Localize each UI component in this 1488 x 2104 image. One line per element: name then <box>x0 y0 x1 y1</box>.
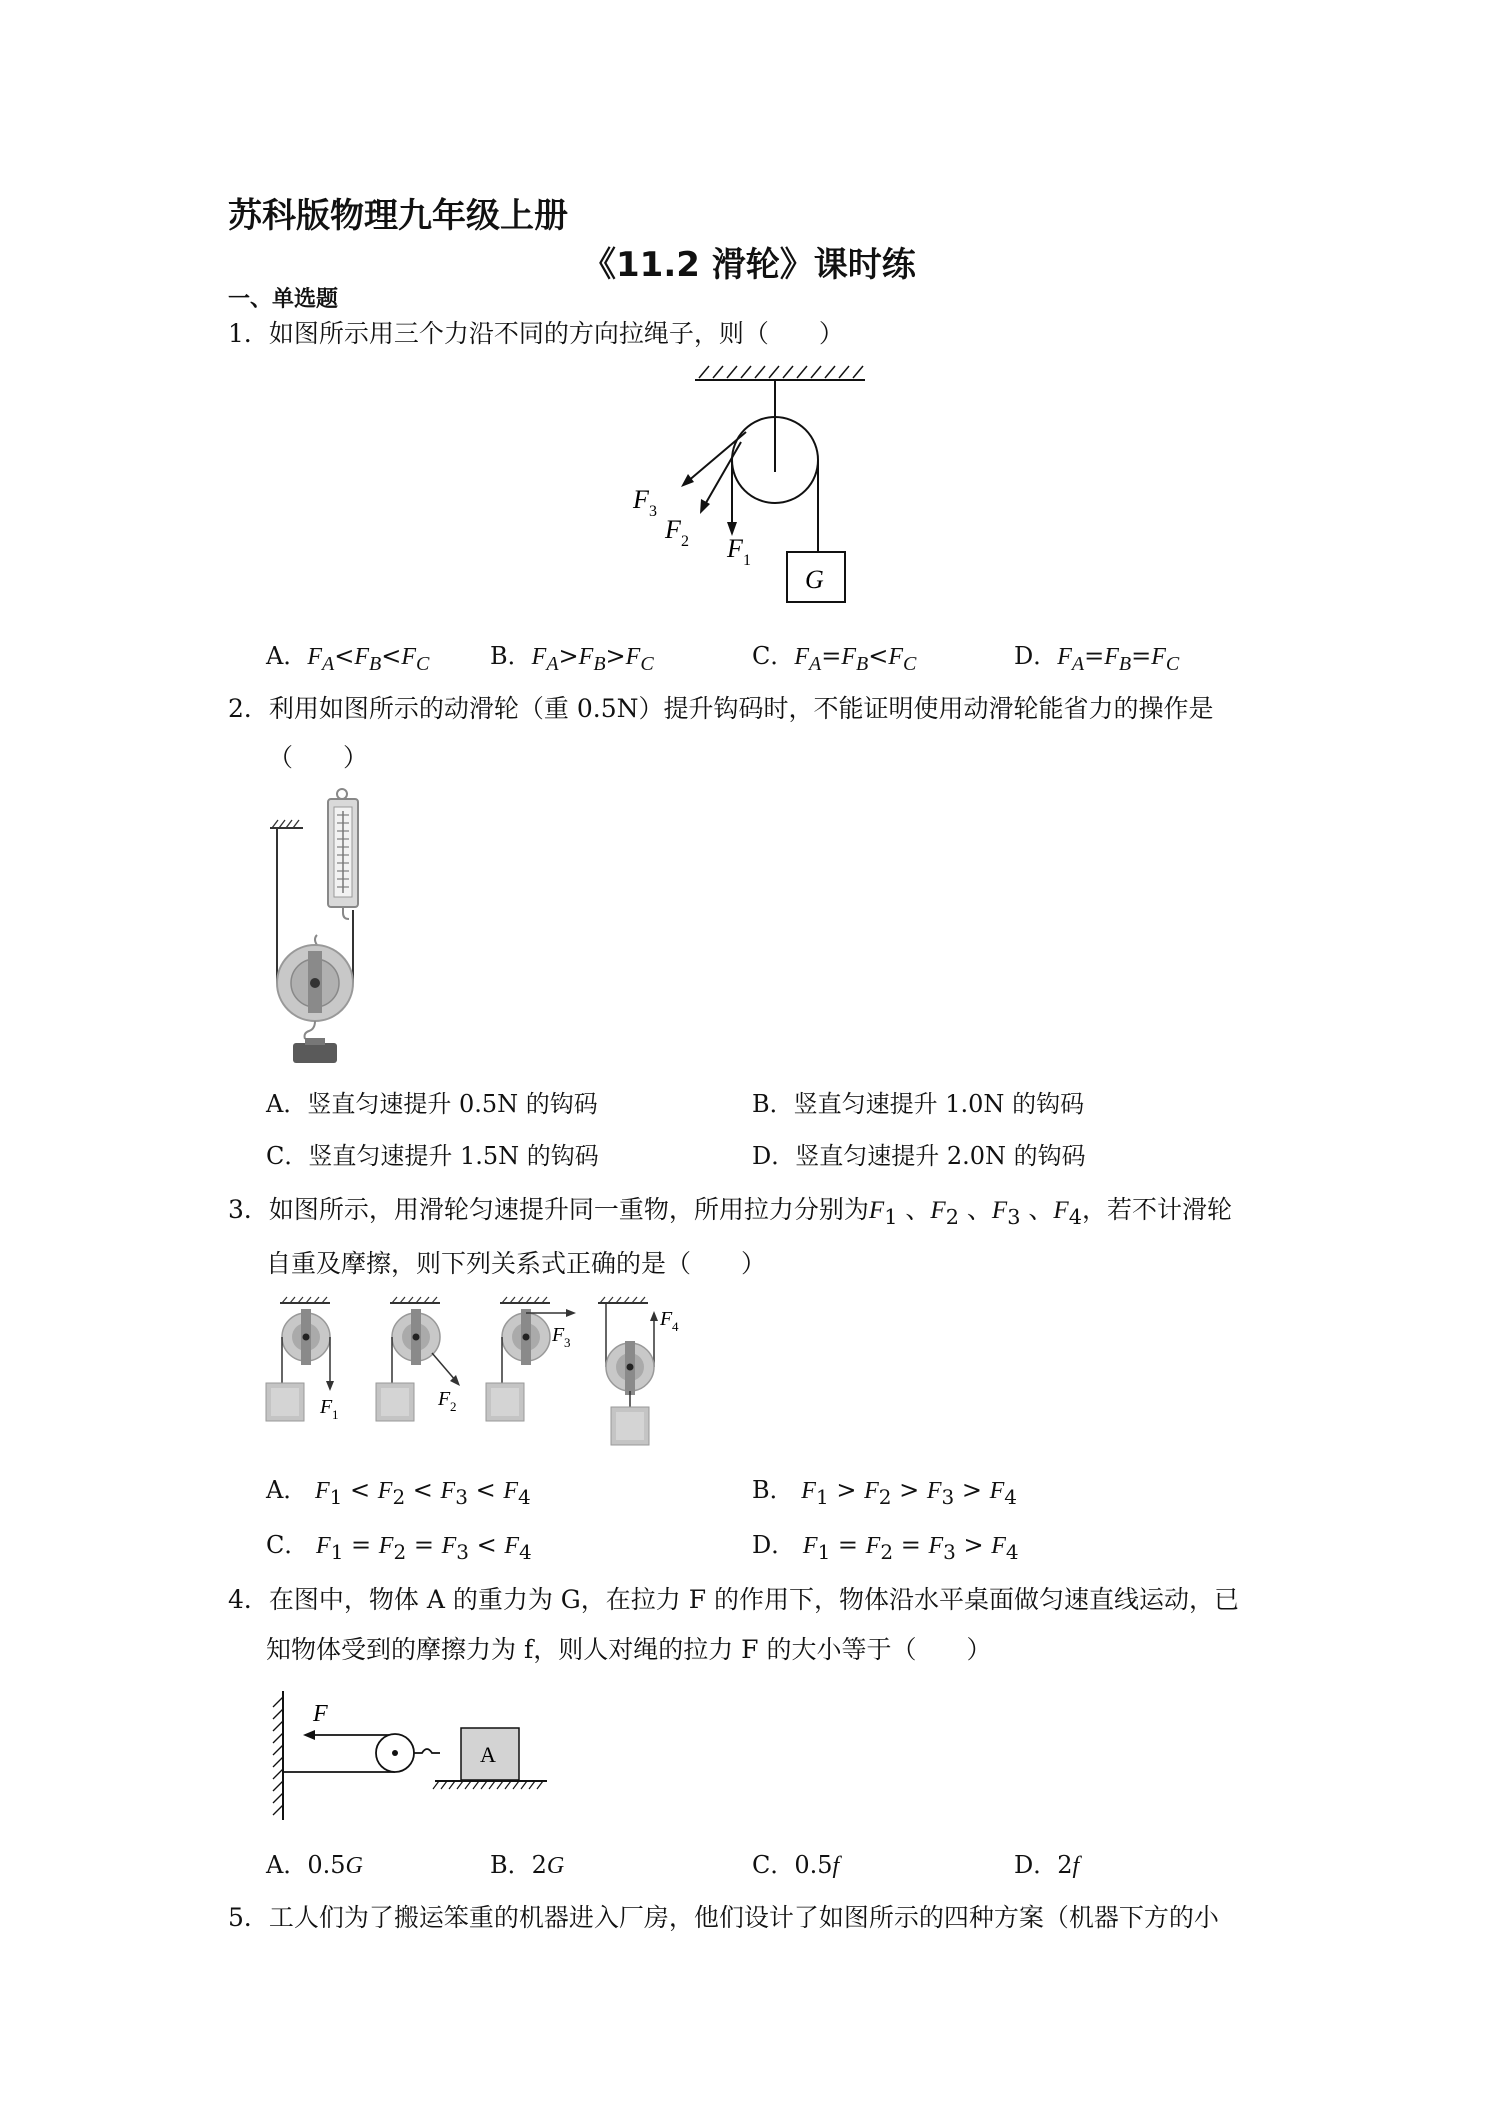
svg-text:F: F <box>438 1388 451 1410</box>
svg-text:1: 1 <box>332 1407 339 1422</box>
svg-text:3: 3 <box>564 1335 571 1350</box>
svg-text:1: 1 <box>743 552 751 569</box>
q2-movable-pulley-figure <box>265 785 385 1065</box>
page-subtitle: 《11.2 滑轮》课时练 <box>582 245 916 285</box>
svg-text:3: 3 <box>649 503 657 520</box>
svg-text:4: 4 <box>672 1319 679 1334</box>
q1-option-b: B．$F_A>F_B>F_C$ <box>490 642 654 675</box>
q1-fixed-pulley-figure <box>615 360 885 615</box>
svg-text:2: 2 <box>450 1399 457 1414</box>
q4-option-b: B．2G <box>490 1851 565 1879</box>
svg-text:F: F <box>660 1308 673 1330</box>
q2-option-b: B．竖直匀速提升 1.0N 的钩码 <box>752 1090 1085 1118</box>
q2-stem-line2: （ ） <box>268 743 369 772</box>
q3-option-b: B． $F_1 > F_2 > F_3 > F_4$ <box>752 1476 1018 1509</box>
q4-label-f: F <box>313 1701 328 1727</box>
q1-option-c: C．$F_A=F_B<F_C$ <box>752 642 917 675</box>
q3-stem-line2: 自重及摩擦，则下列关系式正确的是（ ） <box>266 1249 767 1278</box>
q4-stem-line2: 知物体受到的摩擦力为 f，则人对绳的拉力 F 的大小等于（ ） <box>266 1635 992 1664</box>
q4-option-c: C．0.5f <box>752 1851 840 1879</box>
q3-option-d: D． $F_1 = F_2 = F_3 > F_4$ <box>752 1531 1019 1564</box>
q4-option-a: A．0.5G <box>266 1851 363 1879</box>
q2-option-a: A．竖直匀速提升 0.5N 的钩码 <box>266 1090 598 1118</box>
q1-label-g: G <box>805 565 824 594</box>
page-title: 苏科版物理九年级上册 <box>228 196 568 236</box>
q3-option-c: C． $F_1 = F_2 = F_3 < F_4$ <box>266 1531 532 1564</box>
svg-text:F: F <box>552 1324 565 1346</box>
q2-option-c: C．竖直匀速提升 1.5N 的钩码 <box>266 1142 599 1170</box>
section-heading: 一、单选题 <box>228 287 339 312</box>
q4-horizontal-pulley-figure <box>245 1685 555 1825</box>
q3-option-a: A． $F_1 < F_2 < F_3 < F_4$ <box>266 1476 531 1509</box>
q1-option-a: A．$F_A<F_B<F_C$ <box>266 642 430 675</box>
q5-stem: 5．工人们为了搬运笨重的机器进入厂房，他们设计了如图所示的四种方案（机器下方的小 <box>228 1903 1219 1932</box>
q4-option-d: D．2f <box>1014 1851 1080 1879</box>
q1-option-d: D．$F_A=F_B=F_C$ <box>1014 642 1180 675</box>
q4-label-a: A <box>480 1742 496 1767</box>
q2-option-d: D．竖直匀速提升 2.0N 的钩码 <box>752 1142 1086 1170</box>
q3-stem-line1: 3．如图所示，用滑轮匀速提升同一重物，所用拉力分别为$F_1$ 、$F_2$ 、$F_3$ 、$F_4$，若不计滑轮 <box>228 1195 1232 1229</box>
q4-stem-line1: 4．在图中，物体 A 的重力为 G，在拉力 F 的作用下，物体沿水平桌面做匀速直线运动，已 <box>228 1585 1240 1614</box>
q1-label-f1: F <box>727 534 743 563</box>
q2-stem-line1: 2．利用如图所示的动滑轮（重 0.5N）提升钩码时，不能证明使用动滑轮能省力的操作是 <box>228 694 1214 723</box>
svg-text:2: 2 <box>681 533 689 550</box>
svg-text:F: F <box>320 1396 333 1418</box>
q3-pulleys-figure <box>262 1295 712 1455</box>
q1-label-f2: F <box>665 515 681 544</box>
q1-stem: 1．如图所示用三个力沿不同的方向拉绳子，则（ ） <box>228 319 844 348</box>
q1-label-f3: F <box>633 485 649 514</box>
